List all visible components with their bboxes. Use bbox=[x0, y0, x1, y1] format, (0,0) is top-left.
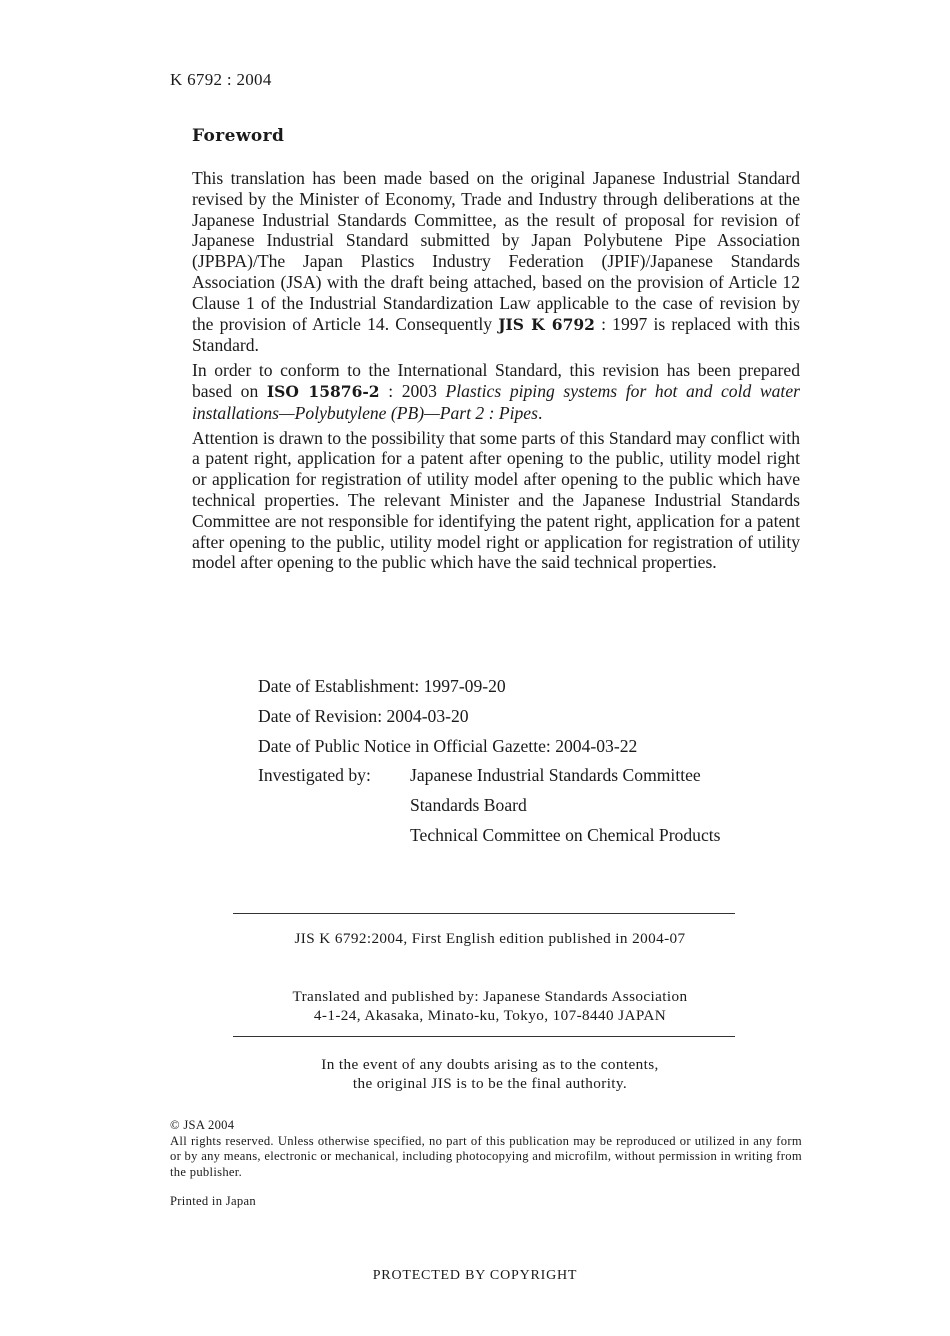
investigated-by-row-2 bbox=[258, 791, 721, 821]
edition-line: JIS K 6792:2004, First English edition published in 2004-07 bbox=[294, 930, 686, 947]
date-of-public-notice: Date of Public Notice in Official Gazette: 2004-03-22 bbox=[258, 735, 638, 756]
copyright-symbol-line: © JSA 2004 bbox=[170, 1118, 235, 1132]
foreword-paragraph-3: Attention is drawn to the possibility that some parts of this Standard may conflict with a patent right, application for a patent after opening to the public, utility model right or application for registration of utility model after opening to the public which have technical properties. The relevant Minister and the Japanese Industrial Standards Committee are not responsible for identifying the patent right, application for a patent after opening to the public, utility model right or application for registration of utility model after opening to the public which have the said technical properties. bbox=[192, 427, 800, 573]
protected-by-copyright-footer: PROTECTED BY COPYRIGHT bbox=[372, 1268, 578, 1283]
foreword-paragraph-1 bbox=[192, 168, 800, 356]
translated-by-line: Translated and published by: Japanese Standards Association bbox=[292, 988, 688, 1005]
jis-reference: JIS K 6792 bbox=[498, 314, 595, 334]
divider-top bbox=[233, 913, 735, 914]
foreword-p1-text: This translation has been made based on the original Japanese Industrial Standard revised by the Minister of Economy, Trade and Industry through deliberations at the Japanese Industrial Standards Committee, as the result of proposal for revision of Japanese Industrial Standard submitted by Japan Polybutene Pipe Association (JPBPA)/The Japan Plastics Industry Federation (JPIF)/Japanese Standards Association (JSA) with the draft being attached, based on the provision of Article 12 Clause 1 of the Industrial Standardization Law applicable to the case of revision by the provision of Article 14. Consequently bbox=[192, 168, 800, 334]
authority-notice bbox=[170, 1055, 810, 1093]
date-of-establishment: Date of Establishment: 1997-09-20 bbox=[258, 676, 506, 696]
document-id: K 6792 : 2004 bbox=[170, 70, 272, 89]
iso-year: : 2003 bbox=[379, 380, 446, 401]
investigated-by-line-3: Technical Committee on Chemical Products bbox=[410, 824, 721, 845]
dates-block bbox=[258, 672, 721, 851]
investigated-by-row-3 bbox=[258, 821, 721, 851]
foreword-paragraph-2 bbox=[192, 360, 800, 423]
investigated-by-line-2: Standards Board bbox=[410, 795, 527, 816]
date-of-revision: Date of Revision: 2004-03-20 bbox=[258, 705, 469, 726]
rights-reserved-text: All rights reserved. Unless otherwise specified, no part of this publication may be reproduced or utilized in any form or by any means, electronic or mechanical, including photocopying and microfilm, without permission in writing from the publisher. bbox=[170, 1133, 802, 1179]
iso-reference: ISO 15876-2 bbox=[266, 381, 380, 401]
translated-by-block bbox=[170, 987, 810, 1025]
foreword-p2-text: In order to conform to the International Standard, this revision has been prepared based on bbox=[192, 360, 800, 401]
authority-notice-line-1: In the event of any doubts arising as to the contents, bbox=[321, 1056, 659, 1073]
authority-notice-line-2: the original JIS is to be the final authority. bbox=[352, 1075, 628, 1092]
foreword-p2-period: . bbox=[537, 402, 543, 423]
copyright-block bbox=[170, 1118, 802, 1180]
foreword-p1-text-end: : 1997 is replaced with this Standard. bbox=[192, 313, 800, 356]
investigated-by-row bbox=[258, 761, 721, 791]
printed-in-japan: Printed in Japan bbox=[170, 1194, 256, 1208]
iso-title: Plastics piping systems for hot and cold water installations—Polybutylene (PB)—Part 2 : Pipes bbox=[192, 380, 800, 423]
foreword-heading: Foreword bbox=[192, 126, 285, 146]
divider-bottom bbox=[233, 1036, 735, 1037]
publisher-address: 4-1-24, Akasaka, Minato-ku, Tokyo, 107-8440 JAPAN bbox=[313, 1007, 667, 1024]
foreword-body bbox=[192, 168, 800, 577]
investigated-by-line-1: Japanese Industrial Standards Committee bbox=[410, 765, 701, 786]
investigated-by-label: Investigated by: bbox=[258, 765, 371, 786]
